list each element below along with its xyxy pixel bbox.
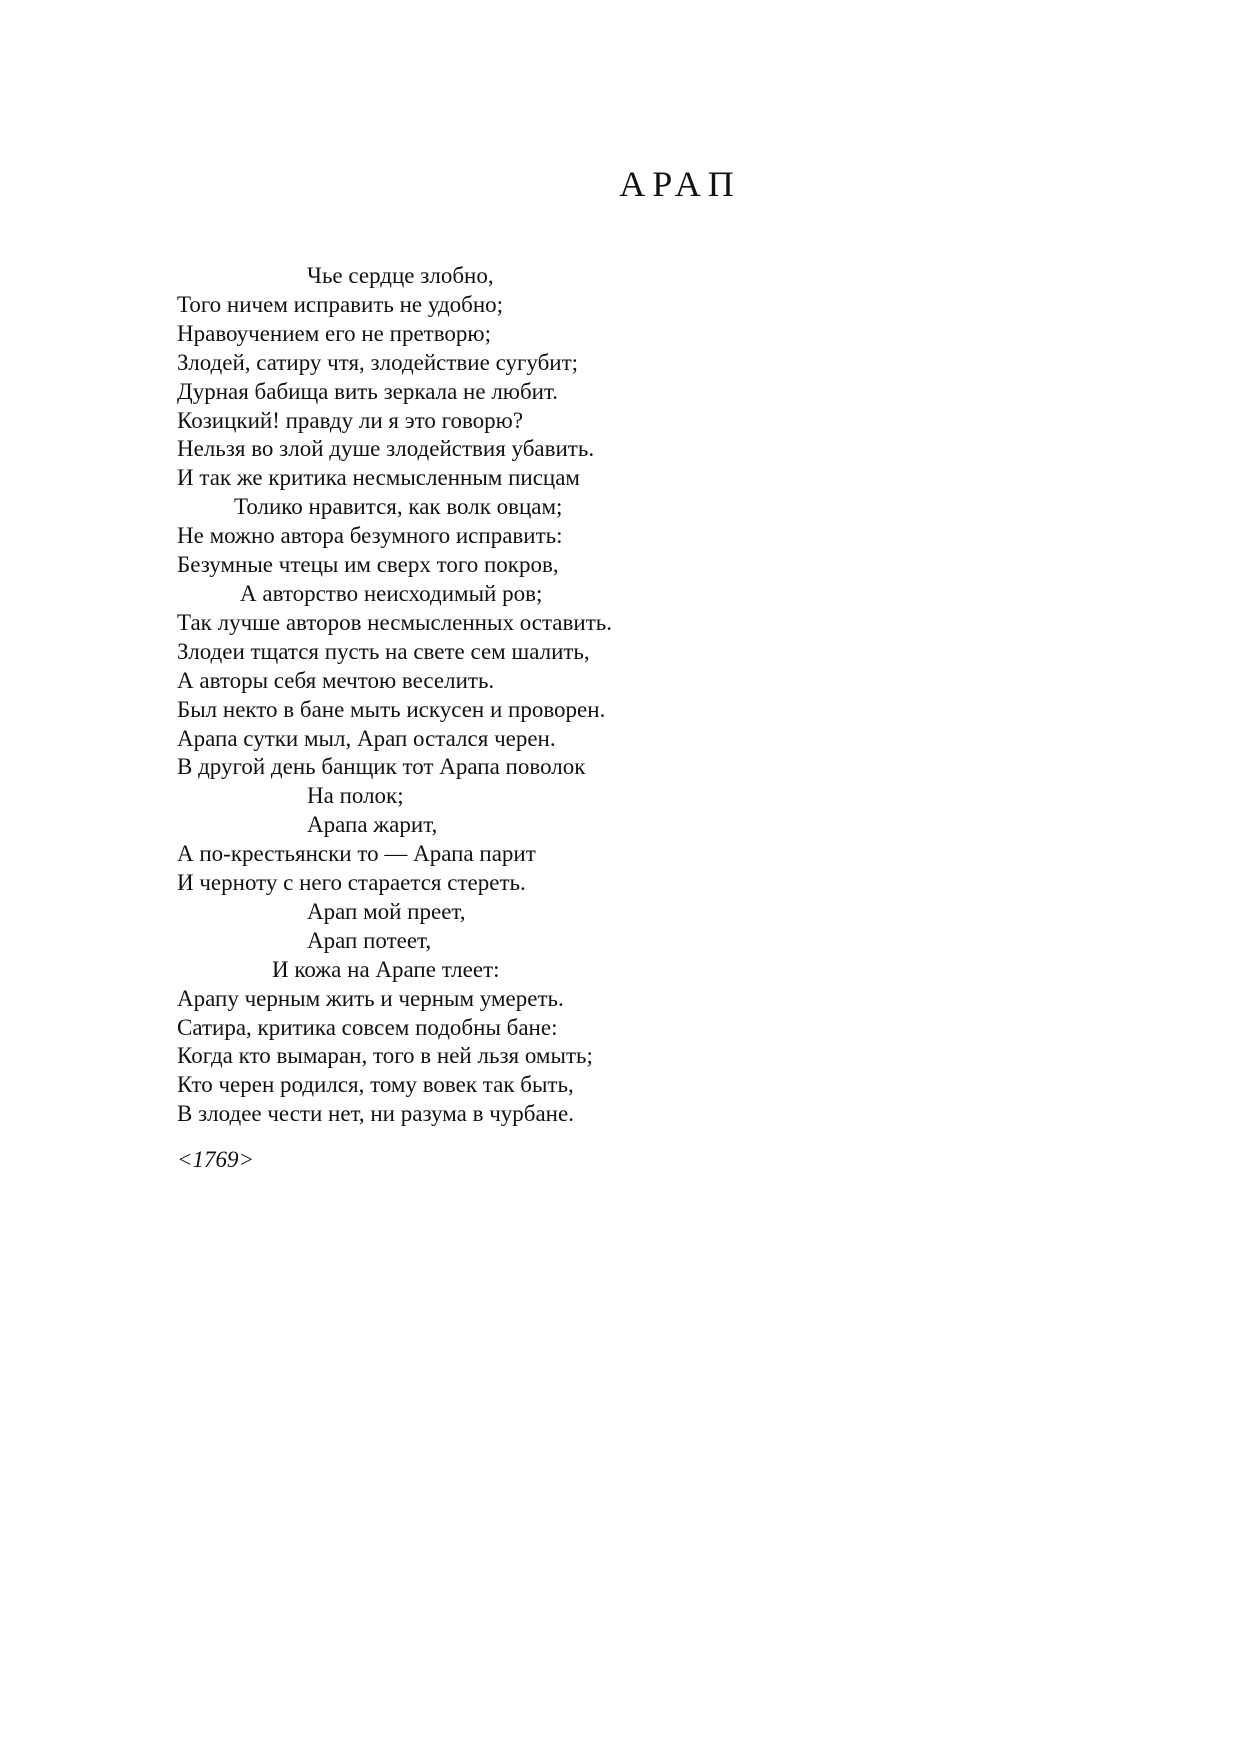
poem-line: А авторы себя мечтою веселить. [177, 667, 495, 693]
poem-line: И черноту с него старается стереть. [177, 870, 526, 896]
poem-line: Сатира, критика совсем подобны бане: [177, 1014, 558, 1040]
poem-line: Того ничем исправить не удобно; [177, 291, 504, 317]
poem-line: Не можно автора безумного исправить: [177, 523, 563, 549]
poem-line: Нравоучением его не претворю; [177, 320, 491, 346]
poem-title: АРАП [619, 164, 741, 204]
poem-line: Безумные чтецы им сверх того покров, [177, 552, 559, 578]
poem-line: Чье сердце злобно, [307, 263, 494, 288]
poem-line: Арап потеет, [307, 927, 432, 953]
poem-line: Нельзя во злой душе злодействия убавить. [177, 436, 595, 462]
poem-line: Так лучше авторов несмысленных оставить. [177, 609, 612, 635]
poem-line: И так же критика несмысленным писцам [177, 465, 580, 491]
poem-line: А авторство неисходимый ров; [240, 580, 543, 606]
poem-line: Арапа жарит, [307, 812, 438, 838]
poem-line: Злодей, сатиру чтя, злодействие сугубит; [177, 349, 579, 375]
poem-line: Кто черен родился, тому вовек так быть, [177, 1072, 574, 1098]
poem-line: И кожа на Арапе тлеет: [272, 956, 500, 982]
poem-line: Когда кто вымаран, того в ней льзя омыть; [177, 1043, 593, 1069]
poem-line: Арапу черным жить и черным умереть. [177, 985, 564, 1011]
poem-line: Злодеи тщатся пусть на свете сем шалить, [177, 638, 590, 664]
poem-line: В злодее чести нет, ни разума в чурбане. [177, 1101, 574, 1127]
poem-line: Арап мой преет, [307, 898, 466, 924]
poem-date: <1769> [177, 1147, 255, 1172]
poem-line: Козицкий! правду ли я это говорю? [177, 407, 524, 433]
poem-line: Дурная бабища вить зеркала не любит. [177, 378, 559, 404]
poem-line: А по-крестьянски то — Арапа парит [177, 841, 536, 867]
poem-body [177, 262, 612, 1129]
poem-line: На полок; [307, 783, 404, 809]
poem-line: Толико нравится, как волк овцам; [234, 494, 563, 520]
poem-line: Был некто в бане мыть искусен и проворен. [177, 696, 606, 722]
poem-line: Арапа сутки мыл, Арап остался черен. [177, 725, 556, 751]
poem-line: В другой день банщик тот Арапа поволок [177, 754, 586, 780]
